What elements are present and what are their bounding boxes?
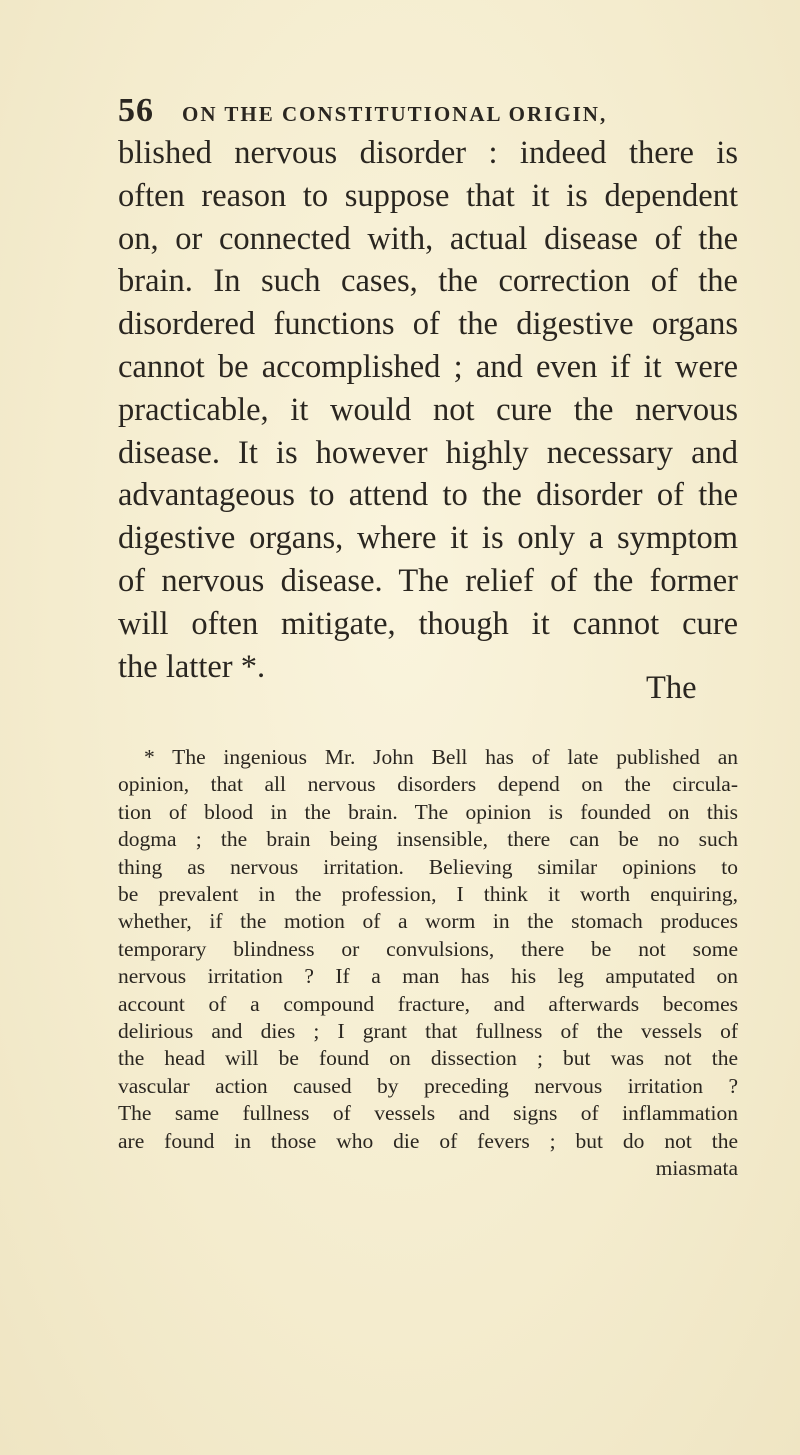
footnote-line: tion of blood in the brain. The opinion is founded on this [118,799,738,824]
footnote-line: nervous irritation ? If a man has his leg amputated on [118,964,738,989]
text-line: disease. It is however highly necessary and [118,434,738,471]
text-line: cannot be accomplished ; and even if it were [118,348,738,385]
footnote-line: opinion, that all nervous disorders depend on the circula- [118,772,738,797]
text-line: disordered functions of the digestive organs [118,306,738,343]
running-head: ON THE CONSTITUTIONAL ORIGIN, [182,102,608,126]
text-line: advantageous to attend to the disorder of the [118,477,738,514]
footnote-line: * The ingenious Mr. John Bell has of late published an [144,745,738,769]
footnote-line: The same fullness of vessels and signs of inflammation [118,1101,738,1126]
text-line: practicable, it would not cure the nervous [118,391,738,428]
footnote-line: the head will be found on dissection ; but was not the [118,1046,738,1071]
text-line: the latter *. [118,648,266,685]
footnote-line: account of a compound fracture, and afterwards becomes [118,991,738,1016]
page-number: 56 [118,92,154,129]
text-line: on, or connected with, actual disease of the [118,220,738,257]
footnote-catchword: miasmata [655,1156,738,1181]
page-header [118,92,718,132]
footnote-line: temporary blindness or convulsions, there be not some [118,936,738,961]
text-line: brain. In such cases, the correction of the [118,263,738,300]
text-line: digestive organs, where it is only a symptom [118,520,738,557]
footnote-line: whether, if the motion of a worm in the stomach produces [118,909,738,934]
text-line: will often mitigate, though it cannot cure [118,605,738,642]
footnote-line: dogma ; the brain being insensible, there can be no such [118,827,738,852]
footnote-line: thing as nervous irritation. Believing similar opinions to [118,854,738,879]
footnote-line: vascular action caused by preceding nervous irritation ? [118,1073,738,1098]
text-line: often reason to suppose that it is dependent [118,177,738,214]
text-line: of nervous disease. The relief of the former [118,562,738,599]
footnote-line: are found in those who die of fevers ; but do not the [118,1128,738,1153]
footnote-line: be prevalent in the profession, I think it worth enquiring, [118,882,738,907]
footnote-line: delirious and dies ; I grant that fullness of the vessels of [118,1019,738,1044]
text-line: blished nervous disorder : indeed there is [118,135,738,171]
main-text [118,132,738,688]
footnote [118,744,738,1183]
catchword: The [646,670,697,706]
